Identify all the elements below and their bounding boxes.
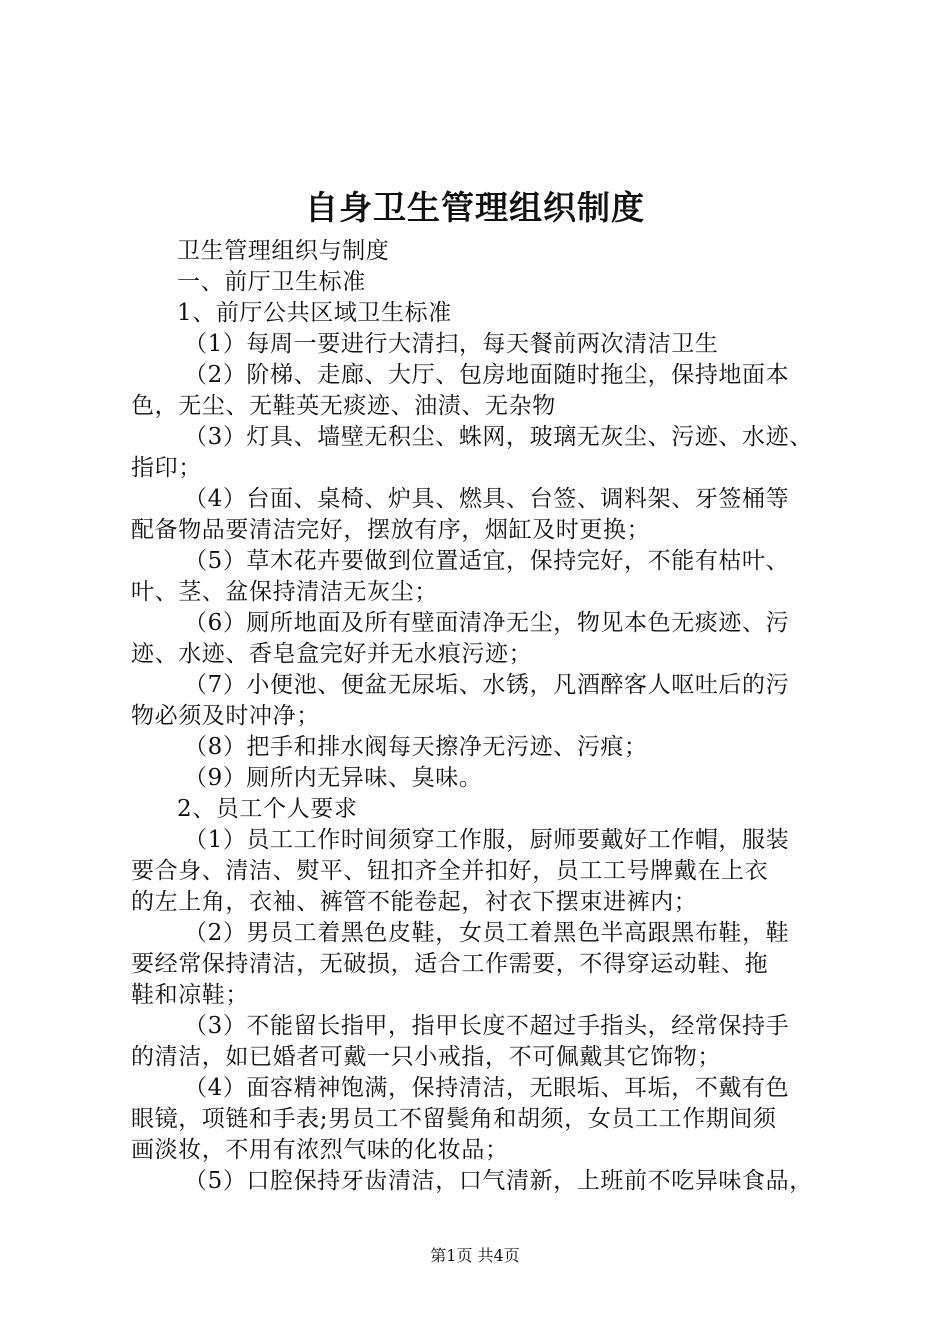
text-line: 的清洁，如已婚者可戴一只小戒指，不可佩戴其它饰物； — [131, 1044, 721, 1070]
text-line: 鞋和凉鞋； — [131, 982, 249, 1008]
text-line: 的左上角，衣袖、裤管不能卷起，衬衣下摆束进裤内； — [131, 889, 698, 915]
text-line: （4）面容精神饱满，保持清洁，无眼垢、耳垢，不戴有色 — [184, 1075, 790, 1101]
text-line: （3）不能留长指甲，指甲长度不超过手指头，经常保持手 — [184, 1013, 790, 1039]
text-line: 要经常保持清洁，无破损，适合工作需要，不得穿运动鞋、拖 — [131, 951, 769, 977]
text-line: 眼镜，项链和手表;男员工不留鬓角和胡须，女员工工作期间须 — [131, 1106, 777, 1132]
text-line: 色，无尘、无鞋英无痰迹、油渍、无杂物 — [131, 393, 556, 419]
text-line: （4）台面、桌椅、炉具、燃具、台签、调料架、牙签桶等 — [184, 486, 790, 512]
text-line: （2）男员工着黑色皮鞋，女员工着黑色半高跟黑布鞋，鞋 — [184, 920, 790, 946]
text-line: （1）每周一要进行大清扫，每天餐前两次清洁卫生 — [184, 331, 719, 357]
document-title: 自身卫生管理组织制度 — [305, 188, 645, 227]
text-line: 配备物品要清洁完好，摆放有序，烟缸及时更换； — [131, 517, 651, 543]
text-line: （2）阶梯、走廊、大厅、包房地面随时拖尘，保持地面本 — [184, 362, 790, 388]
text-line: （3）灯具、墙壁无积尘、蛛网，玻璃无灰尘、污迹、水迹、 — [184, 424, 813, 450]
text-line: 叶、茎、盆保持清洁无灰尘； — [131, 579, 438, 605]
text-line: （5）草木花卉要做到位置适宜，保持完好，不能有枯叶、 — [184, 548, 790, 574]
page-footer: 第1页 共4页 — [430, 1246, 520, 1265]
text-line: （1）员工工作时间须穿工作服，厨师要戴好工作帽，服装 — [184, 827, 790, 853]
text-line: （8）把手和排水阀每天擦净无污迹、污痕； — [184, 734, 648, 760]
document-body — [131, 236, 846, 1197]
text-line: （7）小便池、便盆无尿垢、水锈，凡酒醉客人呕吐后的污 — [184, 672, 790, 698]
text-line: 指印； — [131, 455, 202, 481]
text-line: 画淡妆，不用有浓烈气味的化妆品； — [131, 1137, 509, 1163]
text-line: （9）厕所内无异味、臭味。 — [184, 765, 483, 791]
subsection-heading: 1、前厅公共区域卫生标准 — [177, 300, 452, 326]
section-heading: 一、前厅卫生标准 — [177, 269, 366, 295]
text-line: 迹、水迹、香皂盒完好并无水痕污迹； — [131, 641, 533, 667]
subsection-heading: 2、员工个人要求 — [177, 796, 358, 822]
text-line: （6）厕所地面及所有壁面清净无尘，物见本色无痰迹、污 — [184, 610, 790, 636]
text-line: （5）口腔保持牙齿清洁，口气清新，上班前不吃异味食品， — [184, 1168, 813, 1194]
text-line: 物必须及时冲净； — [131, 703, 320, 729]
text-line: 要合身、清洁、熨平、钮扣齐全并扣好，员工工号牌戴在上衣 — [131, 858, 769, 884]
text-line: 卫生管理组织与制度 — [177, 238, 390, 264]
